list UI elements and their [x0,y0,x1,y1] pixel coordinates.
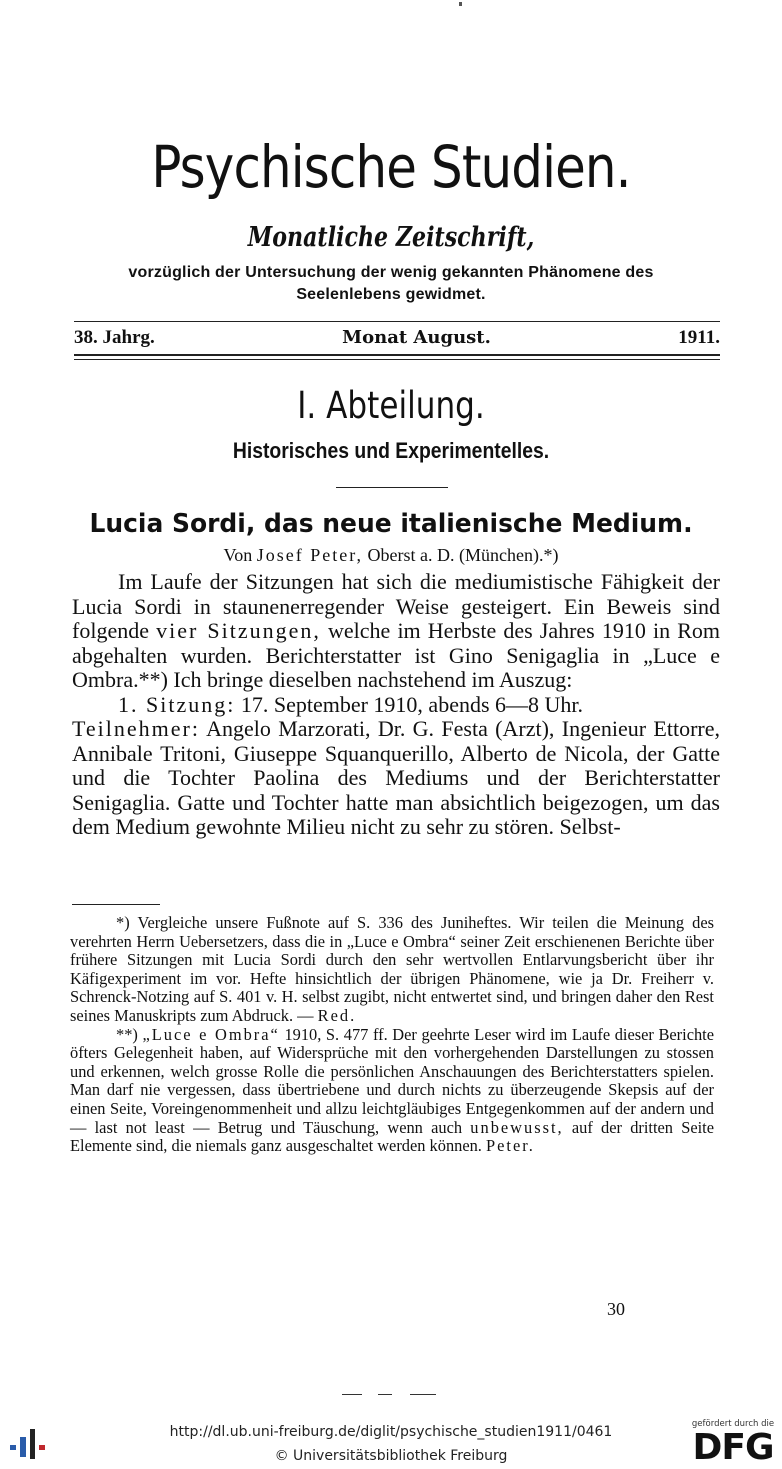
footnote-2 [70,1026,714,1156]
paragraph-1-text-b: welche im Herbste des Jahres 1910 in Rom abgehalten wurden. Berichterstatter ist Gino Senigaglia in „Luce e Ombra.**) Ich bringe dieselben nachstehend im Auszug: [72,618,721,692]
journal-title: Psychische Studien. [151,133,631,201]
paragraph-2-date: 17. September 1910, abends 6—8 Uhr. [240,691,584,717]
footer-copyright: © Universitätsbibliothek Freiburg [274,1448,508,1464]
paragraph-2 [72,693,720,840]
footnote-1-text: *) Vergleiche unsere Fußnote auf S. 336 des Juniheftes. Wir teilen die Meinung des verehrten Herrn Uebersetzers, dass die in „Luce e Ombra“ seiner Zeit erschienenen Berichte über frühere Sitzungen mit Lucia Sordi durch den sehr wertvollen Entlarvungsbericht über ihr Käfigexperiment im vor. Hefte hinsichtlich der übrigen Phänomene, wie ja Dr. Freiherr v. Schrenck-Notzing auf S. 401 v. H. selbst zugibt, nicht entwertet sind, und bringen daher den Rest seines Manuskripts zum Abdruck. — [70,913,714,1025]
footnote-2-text-a: 1910, S. 477 ff. Der geehrte Leser wird im Laufe dieser Berichte öfters Gelegenheit haben, auf Widersprüche mit den vorhergehenden Darstellungen zu stossen und erkennen, welch grosse Rolle die persönlichen Anschauungen des Berichterstatters spielen. Man darf nie vergessen, dass übertriebene und durch nichts zu überzeugende Skepsis auf der einen Seite, Voreingenommenheit und allzu leichtgläubiges Entgegenkommen auf der andern und — last not least — Betrug und Täuschung, wenn auch [70,1024,714,1137]
journal-subtitle: Monatliche Zeitschrift, [247,222,535,253]
footnotes [70,914,714,1156]
scan-dash-3 [410,1394,436,1395]
paragraph-2-text: Angelo Marzorati, Dr. G. Festa (Arzt), Ingenieur Ettorre, Annibale Tritoni, Giuseppe Squanquerillo, Alberto de Nicola, der Gatte und die Tochter Paolina des Mediums und der Berichterstatter Senigaglia. Gatte und Tochter hatte man absichtlich beigezogen, um das dem Medium gewohnte Milieu nicht zu sehr zu stören. Selbst- [72,716,720,839]
byline-suffix: Oberst a. D. (München).*) [367,545,559,565]
article-title: Lucia Sordi, das neue italienische Medium. [89,509,693,539]
footnote-2-spaced: unbewusst, [470,1117,564,1137]
byline-author: Josef Peter, [256,545,363,565]
section-title: I. Abteilung. [297,384,485,427]
footnote-2-text-b: auf der dritten Seite Elemente sind, die niemals ganz ausgeschaltet werden können. [70,1117,714,1156]
scan-dash-2 [378,1394,392,1395]
masthead-year: 1911. [678,327,720,348]
library-footer [0,1415,782,1469]
masthead-volume: 38. Jahrg. [74,327,155,348]
article-byline [0,543,782,567]
byline-prefix: Von [223,545,253,565]
footer-url-link[interactable]: http://dl.ub.uni-freiburg.de/diglit/psychische_studien1911/0461 [169,1424,613,1440]
footnote-1-signature: Red. [317,1005,357,1025]
masthead-top-rule [74,321,720,322]
footnote-1 [70,914,714,1026]
article-body [72,570,720,840]
footnote-rule [72,904,160,905]
dfg-funding-block [690,1419,776,1469]
section-subtitle: Historisches und Experimentelles. [232,438,550,463]
masthead-bottom-rule [74,354,720,356]
journal-description-line1: vorzüglich der Untersuchung der wenig gekannten Phänomene des [128,264,654,281]
journal-description [70,262,712,306]
masthead-month: Monat August. [342,327,491,348]
journal-description-line2: Seelenlebens gewidmet. [296,286,486,303]
footnote-2-marker: **) [116,1024,138,1044]
paragraph-1 [72,570,720,693]
scan-dash-1 [342,1394,362,1395]
masthead [74,325,720,351]
dfg-logo-icon: DFG [692,1427,774,1468]
footnote-2-source: „Luce e Ombra“ [142,1024,280,1044]
dfg-caption: gefördert durch die [691,1419,775,1429]
paragraph-2-participants-label: Teilnehmer: [72,716,200,741]
masthead-bottom-rule-thin [74,359,720,360]
page-number: 30 [607,1299,625,1319]
paragraph-2-session: 1. Sitzung: [118,691,236,717]
footnote-2-signature: Peter. [486,1136,535,1156]
paragraph-1-spaced: vier Sitzungen, [156,618,321,643]
section-divider [336,487,448,488]
scan-speck [459,2,462,6]
paragraph-1-text-a: Im Laufe der Sitzungen hat sich die mediumistische Fähigkeit der Lucia Sordi in staunenerregender Weise gesteigert. Ein Beweis sind folgende [72,569,720,643]
